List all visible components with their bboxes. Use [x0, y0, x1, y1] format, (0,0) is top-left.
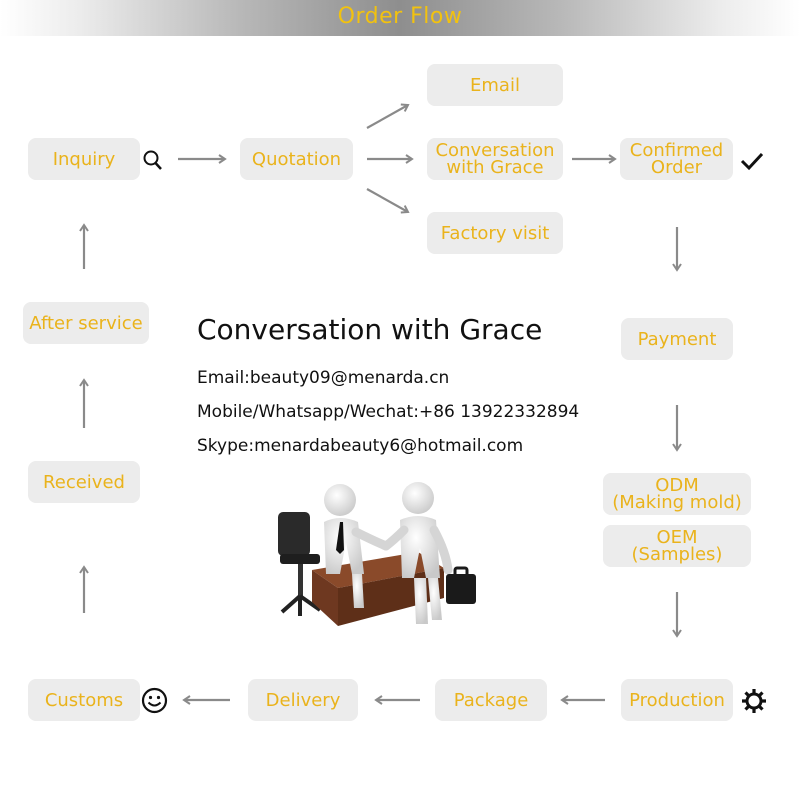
page-title: Order Flow [337, 4, 463, 29]
step-after-service: After service [23, 302, 149, 344]
contact-email: Email:beauty09@menarda.cn [197, 368, 450, 388]
step-conversation: Conversation with Grace [427, 138, 563, 180]
step-inquiry: Inquiry [28, 138, 140, 180]
contact-phone: Mobile/Whatsapp/Wechat:+86 13922332894 [197, 402, 580, 422]
step-payment: Payment [621, 318, 733, 360]
step-quotation: Quotation [240, 138, 353, 180]
step-oem: OEM (Samples) [603, 525, 751, 567]
contact-skype: Skype:menardabeauty6@hotmail.com [197, 436, 524, 456]
step-package: Package [435, 679, 547, 721]
step-delivery: Delivery [248, 679, 358, 721]
step-customs: Customs [28, 679, 140, 721]
step-email: Email [427, 64, 563, 106]
step-odm: ODM (Making mold) [603, 473, 751, 515]
arrow-quotation-email [367, 105, 408, 128]
step-confirmed-order: Confirmed Order [620, 138, 733, 180]
arrow-quotation-factory [367, 189, 408, 212]
step-factory-visit: Factory visit [427, 212, 563, 254]
step-received: Received [28, 461, 140, 503]
contact-heading: Conversation with Grace [197, 313, 543, 346]
step-production: Production [621, 679, 733, 721]
handshake-illustration [268, 478, 493, 638]
